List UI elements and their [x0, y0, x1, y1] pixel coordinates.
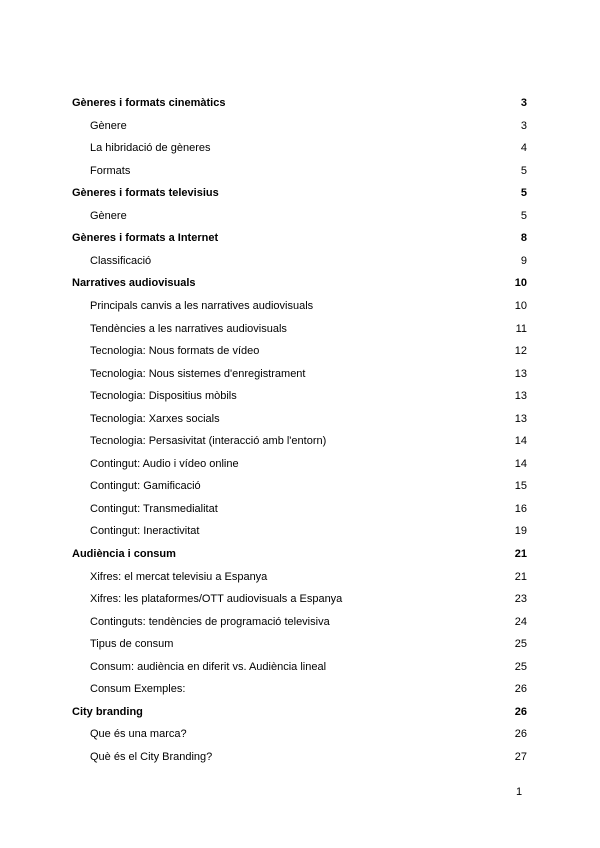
- toc-entry-page: 25: [514, 638, 527, 651]
- toc-entry-page: 12: [514, 345, 527, 358]
- toc-entry-page: 5: [520, 187, 527, 200]
- toc-entry-page: 24: [514, 615, 527, 628]
- toc-subsection-entry[interactable]: [90, 342, 527, 360]
- toc-entry-page: 10: [514, 299, 527, 312]
- toc-subsection-entry[interactable]: [90, 500, 527, 518]
- toc-entry-page: 27: [514, 750, 527, 763]
- toc-entry-page: 5: [520, 209, 527, 222]
- toc-subsection-entry[interactable]: [90, 477, 527, 495]
- toc-subsection-entry[interactable]: [90, 252, 527, 270]
- toc-entry-title: Xifres: el mercat televisiu a Espanya: [90, 570, 268, 583]
- toc-entry-title: La hibridació de gèneres: [90, 142, 211, 155]
- toc-entry-title: Classificació: [90, 254, 152, 267]
- toc-entry-title: Gènere: [90, 119, 127, 132]
- toc-subsection-entry[interactable]: [90, 432, 527, 450]
- toc-entry-title: Audiència i consum: [72, 548, 176, 560]
- toc-entry-page: 9: [520, 254, 527, 267]
- toc-entry-page: 25: [514, 660, 527, 673]
- toc-entry-title: Contingut: Transmedialitat: [90, 502, 218, 515]
- toc-subsection-entry[interactable]: [90, 162, 527, 180]
- toc-subsection-entry[interactable]: [90, 635, 527, 653]
- toc-entry-title: Que és una marca?: [90, 728, 187, 741]
- toc-entry-page: 4: [520, 142, 527, 155]
- toc-entry-title: Contingut: Ineractivitat: [90, 525, 200, 538]
- toc-entry-page: 26: [514, 683, 527, 696]
- toc-entry-title: Contingut: Gamificació: [90, 480, 201, 493]
- toc-entry-title: Narratives audiovisuals: [72, 277, 196, 290]
- toc-entry-title: Principals canvis a les narratives audiovisuals: [90, 299, 314, 312]
- toc-entry-page: 3: [520, 97, 527, 109]
- toc-entry-title: Gèneres i formats televisius: [72, 187, 219, 200]
- toc-entry-page: 13: [514, 390, 527, 403]
- toc-subsection-entry[interactable]: [90, 658, 527, 676]
- toc-subsection-entry[interactable]: [90, 320, 527, 338]
- toc-entry-title: Contingut: Audio i vídeo online: [90, 457, 239, 470]
- toc-entry-page: 11: [515, 322, 527, 335]
- toc-entry-title: Tendències a les narratives audiovisuals: [90, 322, 287, 335]
- toc-subsection-entry[interactable]: [90, 410, 527, 428]
- toc-entry-page: 8: [520, 232, 527, 245]
- toc-section-entry[interactable]: [72, 545, 527, 563]
- toc-entry-page: 26: [514, 705, 527, 718]
- toc-entry-page: 15: [514, 480, 527, 493]
- toc-entry-page: 13: [514, 412, 527, 425]
- toc-entry-title: Consum Exemples:: [90, 683, 186, 696]
- toc-subsection-entry[interactable]: [90, 297, 527, 315]
- toc-entry-page: 14: [514, 457, 527, 470]
- toc-subsection-entry[interactable]: [90, 725, 527, 743]
- toc-entry-title: Tecnologia: Dispositius mòbils: [90, 390, 237, 403]
- toc-entry-page: 3: [520, 119, 527, 132]
- toc-entry-title: Consum: audiència en diferit vs. Audiència lineal: [90, 660, 327, 673]
- toc-entry-title: Tecnologia: Persasivitat (interacció amb l'entorn): [90, 435, 327, 448]
- toc-entry-page: 16: [514, 502, 527, 515]
- toc-section-entry[interactable]: [72, 229, 527, 247]
- toc-entry-title: City branding: [72, 705, 143, 718]
- toc-entry-title: Tecnologia: Nous formats de vídeo: [90, 345, 260, 358]
- toc-section-entry[interactable]: [72, 184, 527, 202]
- toc-subsection-entry[interactable]: [90, 139, 527, 157]
- toc-entry-title: Què és el City Branding?: [90, 750, 213, 763]
- toc-section-entry[interactable]: [72, 274, 527, 292]
- toc-entry-page: 10: [514, 277, 527, 290]
- toc-subsection-entry[interactable]: [90, 522, 527, 540]
- toc-entry-title: Formats: [90, 164, 131, 177]
- toc-subsection-entry[interactable]: [90, 568, 527, 586]
- toc-entry-page: 5: [520, 164, 527, 177]
- toc-entry-title: Xifres: les plataformes/OTT audiovisuals a Espanya: [90, 593, 343, 606]
- toc-section-entry[interactable]: [72, 94, 527, 112]
- toc-entry-title: Tipus de consum: [90, 638, 174, 651]
- toc-entry-title: Gèneres i formats a Internet: [72, 232, 219, 245]
- toc-entry-title: Continguts: tendències de programació televisiva: [90, 615, 330, 628]
- toc-entry-page: 19: [514, 525, 527, 538]
- toc-entry-title: Gènere: [90, 209, 127, 222]
- toc-entry-title: Tecnologia: Nous sistemes d'enregistrament: [90, 367, 306, 380]
- page-number: 1: [516, 786, 523, 798]
- toc-subsection-entry[interactable]: [90, 590, 527, 608]
- toc-entry-title: Tecnologia: Xarxes socials: [90, 412, 220, 425]
- toc-entry-page: 14: [514, 435, 527, 448]
- toc-subsection-entry[interactable]: [90, 680, 527, 698]
- toc-entry-page: 26: [514, 728, 527, 741]
- toc-subsection-entry[interactable]: [90, 455, 527, 473]
- toc-subsection-entry[interactable]: [90, 387, 527, 405]
- toc-subsection-entry[interactable]: [90, 117, 527, 135]
- toc-entry-page: 13: [514, 367, 527, 380]
- toc-section-entry[interactable]: [72, 703, 527, 721]
- toc-entry-page: 21: [514, 570, 527, 583]
- toc-subsection-entry[interactable]: [90, 748, 527, 766]
- toc-entry-title: Gèneres i formats cinemàtics: [72, 97, 226, 109]
- toc-subsection-entry[interactable]: [90, 613, 527, 631]
- toc-entry-page: 21: [514, 548, 527, 560]
- toc-subsection-entry[interactable]: [90, 207, 527, 225]
- toc-entry-page: 23: [514, 593, 527, 606]
- toc-subsection-entry[interactable]: [90, 365, 527, 383]
